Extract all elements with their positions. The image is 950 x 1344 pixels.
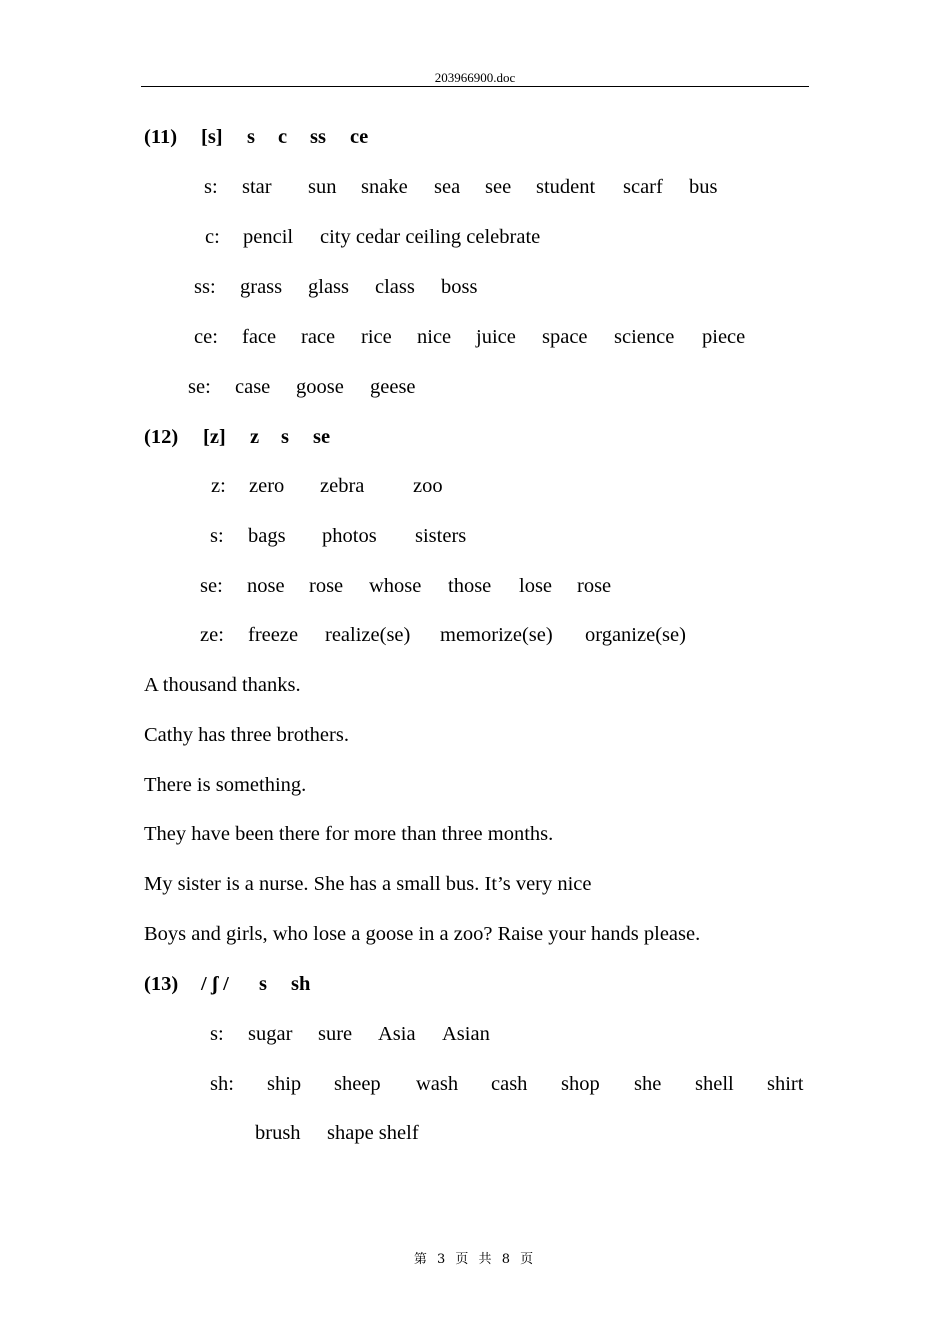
word: space: [542, 326, 588, 348]
line-label: se:: [200, 575, 223, 597]
word: bus: [689, 176, 718, 198]
line-label: s:: [204, 176, 218, 198]
line-label: (13): [144, 973, 179, 995]
text-line: [0, 573, 950, 599]
word: sea: [434, 176, 461, 198]
word: sheep: [334, 1073, 381, 1095]
text-line: [0, 672, 950, 698]
word: pencil: [243, 226, 294, 248]
word: bags: [248, 525, 286, 547]
line-label: se:: [188, 376, 211, 398]
word: those: [448, 575, 492, 597]
word: Cathy has three brothers.: [144, 724, 349, 746]
text-line: [0, 274, 950, 300]
word: rose: [309, 575, 344, 597]
section-heading: [0, 424, 950, 450]
line-label: z:: [211, 475, 226, 497]
word: face: [242, 326, 277, 348]
line-label: brush: [255, 1122, 301, 1144]
word: s: [259, 973, 267, 995]
word: grass: [240, 276, 283, 298]
word: rice: [361, 326, 392, 348]
header-rule: [141, 86, 809, 87]
word: she: [634, 1073, 662, 1095]
line-label: ss:: [194, 276, 216, 298]
word: sure: [318, 1023, 353, 1045]
word: Asian: [442, 1023, 490, 1045]
section-heading: [0, 971, 950, 997]
text-line: [0, 622, 950, 648]
word: z: [250, 426, 260, 448]
word: Boys and girls, who lose a goose in a zoo? Raise your hands please.: [144, 923, 701, 945]
word: sisters: [415, 525, 467, 547]
line-label: s:: [210, 525, 224, 547]
word: There is something.: [144, 774, 307, 796]
word: zoo: [413, 475, 443, 497]
word: sun: [308, 176, 337, 198]
word: shirt: [767, 1073, 804, 1095]
word: rose: [577, 575, 612, 597]
line-label: sh:: [210, 1073, 234, 1095]
word: class: [375, 276, 415, 298]
word: ce: [350, 126, 369, 148]
word: shell: [695, 1073, 734, 1095]
word: shop: [561, 1073, 600, 1095]
word: see: [485, 176, 512, 198]
word: star: [242, 176, 272, 198]
word: city cedar ceiling celebrate: [320, 226, 541, 248]
line-label: c:: [205, 226, 220, 248]
text-line: [0, 174, 950, 200]
word: shape shelf: [327, 1122, 419, 1144]
word: organize(se): [585, 624, 686, 646]
text-line: [0, 224, 950, 250]
word: snake: [361, 176, 408, 198]
word: nose: [247, 575, 285, 597]
word: ship: [267, 1073, 302, 1095]
text-line: [0, 324, 950, 350]
line-label: (11): [144, 126, 178, 148]
text-line: [0, 1120, 950, 1146]
word: ss: [310, 126, 326, 148]
text-line: [0, 921, 950, 947]
word: lose: [519, 575, 553, 597]
word: wash: [416, 1073, 459, 1095]
page-footer: 第 3 页 共 8 页: [413, 1252, 537, 1267]
word: science: [614, 326, 675, 348]
word: sugar: [248, 1023, 293, 1045]
word: cash: [491, 1073, 528, 1095]
word: memorize(se): [440, 624, 553, 646]
word: juice: [476, 326, 516, 348]
word: realize(se): [325, 624, 411, 646]
text-line: [0, 374, 950, 400]
word: se: [313, 426, 331, 448]
word: They have been there for more than three months.: [144, 823, 554, 845]
text-line: [0, 722, 950, 748]
word: / ʃ /: [201, 973, 229, 995]
text-line: [0, 871, 950, 897]
text-line: [0, 772, 950, 798]
word: s: [281, 426, 289, 448]
word: zebra: [320, 475, 365, 497]
word: race: [301, 326, 336, 348]
word: geese: [370, 376, 416, 398]
word: zero: [249, 475, 285, 497]
page-header-filename: 203966900.doc: [434, 70, 516, 85]
line-label: s:: [210, 1023, 224, 1045]
word: Asia: [378, 1023, 416, 1045]
word: case: [235, 376, 271, 398]
line-label: (12): [144, 426, 179, 448]
word: s: [247, 126, 255, 148]
word: glass: [308, 276, 349, 298]
word: scarf: [623, 176, 663, 198]
line-label: ze:: [200, 624, 224, 646]
text-line: [0, 1071, 950, 1097]
text-line: [0, 821, 950, 847]
word: nice: [417, 326, 452, 348]
word: A thousand thanks.: [144, 674, 301, 696]
word: sh: [291, 973, 311, 995]
word: c: [278, 126, 288, 148]
word: boss: [441, 276, 478, 298]
word: [s]: [201, 126, 223, 148]
text-line: [0, 473, 950, 499]
text-line: [0, 523, 950, 549]
word: goose: [296, 376, 344, 398]
word: whose: [369, 575, 422, 597]
word: student: [536, 176, 596, 198]
word: My sister is a nurse. She has a small bus. It’s very nice: [144, 873, 592, 895]
word: freeze: [248, 624, 299, 646]
text-line: [0, 1021, 950, 1047]
section-heading: [0, 124, 950, 150]
word: photos: [322, 525, 377, 547]
line-label: ce:: [194, 326, 218, 348]
word: piece: [702, 326, 746, 348]
word: [z]: [203, 426, 226, 448]
